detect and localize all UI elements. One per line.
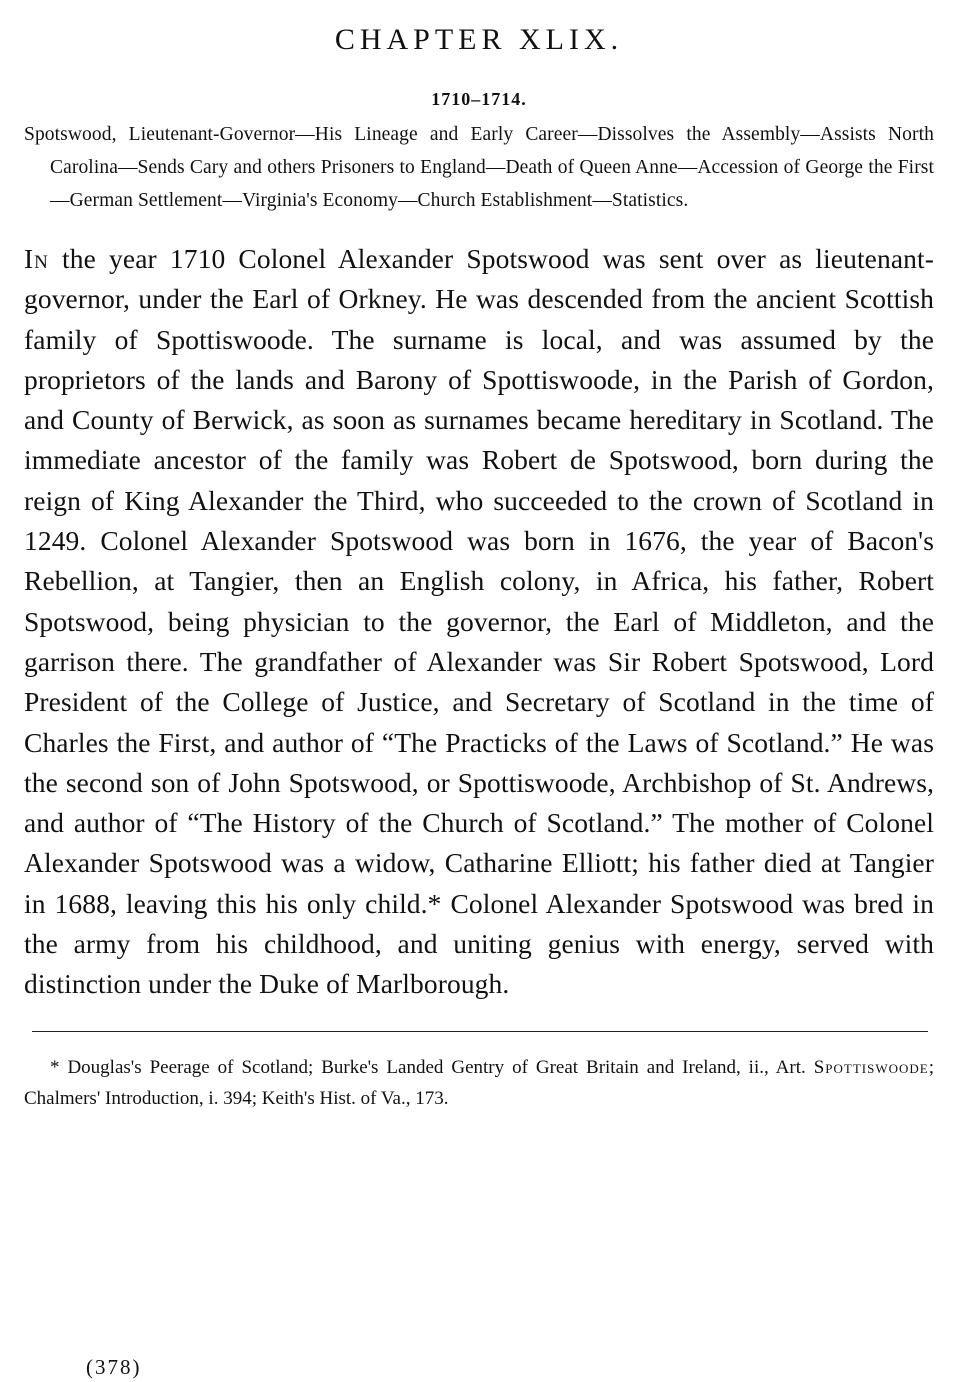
body-text: the year 1710 Colonel Alexander Spotswood was sent over as lieutenant-governor, under the Earl of Orkney. He was descended from the ancient Scottish family of Spottiswoode. The surname is local, and was assumed by the proprietors of the lands and Barony of Spottiswoode, in the Parish of Gordon, and County of Berwick, as soon as surnames became hereditary in Scotland. The immediate ancestor of the family was Robert de Spotswood, born during the reign of King Alexander the Third, who succeeded to the crown of Scotland in 1249. Colonel Alexander Spotswood was born in 1676, the year of Bacon's Rebellion, at Tangier, then an English colony, in Africa, his father, Robert Spotswood, being physician to the governor, the Earl of Middleton, and the garrison there. The grandfather of Alexander was Sir Robert Spotswood, Lord President of the College of Justice, and Secretary of Scotland in the time of Charles the First, and author of “The Practicks of the Laws of Scotland.” He was the second son of John Spotswood, or Spottiswoode, Archbishop of St. Andrews, and author of “The History of the Church of Scotland.” The mother of Colonel Alexander Spotswood was a widow, Catharine Elliott; his father died at Tangier in 1688, leaving this his only child.* Colonel Alexander Spotswood was bred in the army from his childhood, and uniting genius with energy, served with distinction under the Duke of Marlborough. bbox=[24, 243, 934, 1000]
lead-word: In bbox=[24, 243, 49, 274]
footnote-text-part1: * Douglas's Peerage of Scotland; Burke's Landed Gentry of Great Britain and Ireland, ii., Art. bbox=[50, 1056, 814, 1078]
page-number: (378) bbox=[86, 1355, 142, 1379]
book-page bbox=[24, 20, 934, 1114]
footnote-divider bbox=[32, 1031, 928, 1032]
footnote-small-caps: Spottiswoode bbox=[813, 1056, 929, 1078]
chapter-synopsis: Spotswood, Lieutenant-Governor—His Lineage and Early Career—Dissolves the Assembly—Assists North Carolina—Sends Cary and others Prisoners to England—Death of Queen Anne—Accession of George the First—German Settlement—Virginia's Economy—Church Establishment—Statistics. bbox=[24, 124, 934, 211]
chapter-title: CHAPTER XLIX. bbox=[334, 23, 624, 56]
footnote-text-part2: ; Chalmers' Introduction, i. 394; Keith's Hist. of Va., 173. bbox=[24, 1056, 934, 1109]
chapter-date-range: 1710–1714. bbox=[431, 89, 527, 109]
body-paragraph bbox=[24, 239, 934, 1005]
footnote bbox=[24, 1052, 934, 1114]
